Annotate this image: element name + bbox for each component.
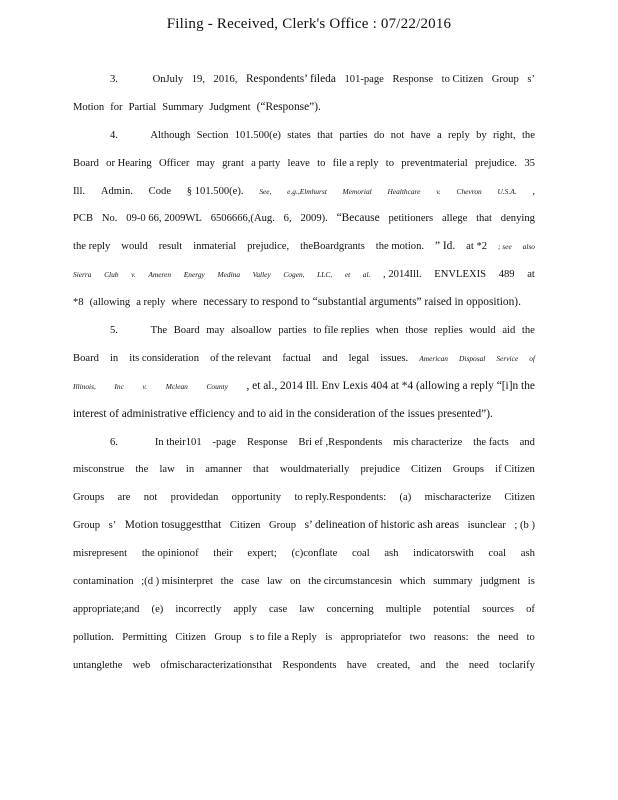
text-line bbox=[73, 429, 535, 457]
text-line bbox=[73, 540, 535, 568]
text-word: s’ delineation of historic ash areas bbox=[304, 519, 460, 532]
text-word: 6, bbox=[283, 213, 292, 225]
text-word: and bbox=[322, 352, 338, 364]
text-word: Officer bbox=[158, 157, 190, 169]
text-word: Cogen, bbox=[283, 270, 305, 280]
text-word: , 2014Ill. bbox=[383, 269, 422, 281]
text-word: Motion tosuggestthat bbox=[124, 519, 222, 532]
text-line bbox=[73, 456, 535, 484]
text-word: incorrectly bbox=[175, 603, 222, 615]
text-word: the motion. bbox=[375, 241, 425, 253]
text-word: would bbox=[121, 241, 148, 253]
paragraph-number: 6. bbox=[110, 436, 118, 448]
text-word: Ameren bbox=[148, 270, 172, 280]
text-word: ; (b ) bbox=[514, 520, 535, 532]
text-word: a bbox=[436, 129, 442, 141]
text-word: may bbox=[196, 157, 215, 169]
text-word: The bbox=[150, 325, 168, 337]
text-word: 489 bbox=[498, 269, 515, 281]
text-word: may bbox=[206, 325, 225, 337]
text-line bbox=[73, 373, 535, 401]
text-word: ash bbox=[384, 548, 399, 560]
text-word: preventmaterial bbox=[401, 157, 468, 169]
text-word: parties bbox=[278, 325, 307, 337]
text-line bbox=[73, 205, 535, 233]
text-word: in bbox=[185, 464, 195, 476]
text-word: Chevron bbox=[456, 186, 482, 196]
text-word: Valley bbox=[252, 270, 271, 280]
text-word: Response bbox=[246, 436, 288, 448]
text-word: for bbox=[110, 101, 123, 113]
text-word: to bbox=[317, 157, 326, 169]
text-word: Board bbox=[73, 352, 99, 364]
text-word: ofmischaracterizationsthat bbox=[160, 659, 273, 671]
text-word: the circumstancesin bbox=[308, 576, 392, 588]
text-word: “Because bbox=[336, 212, 380, 225]
text-word: ” Id. bbox=[434, 240, 456, 253]
text-word: is bbox=[527, 576, 535, 588]
text-word: (e) bbox=[151, 603, 164, 615]
text-word: law bbox=[267, 576, 283, 588]
text-line bbox=[73, 289, 535, 317]
text-word: sources bbox=[482, 603, 515, 615]
text-word: (allowing bbox=[89, 297, 131, 309]
text-word: appropriatefor bbox=[340, 631, 402, 643]
text-word: law bbox=[299, 603, 315, 615]
text-word: web bbox=[132, 659, 151, 671]
text-word: issues. bbox=[380, 352, 409, 364]
text-word: Group bbox=[73, 520, 101, 532]
text-word: factual bbox=[282, 352, 312, 364]
text-word: Healthcare bbox=[387, 186, 421, 196]
text-word: Section bbox=[196, 129, 229, 141]
text-word: Group bbox=[491, 74, 519, 85]
text-word: alsoallow bbox=[231, 325, 272, 337]
text-word: allege bbox=[441, 213, 468, 225]
text-word: grant bbox=[222, 157, 244, 169]
text-word: to reply.Respondents: bbox=[294, 492, 387, 504]
text-word: Admin. bbox=[100, 185, 133, 197]
text-word: coal bbox=[488, 548, 507, 560]
text-word: interest of administrative efficiency and to aid in the consideration of the issues presented”). bbox=[73, 407, 493, 420]
text-word: Ill. bbox=[73, 185, 86, 197]
text-word: misconstrue bbox=[73, 464, 125, 476]
text-word: s to file a Reply bbox=[249, 631, 317, 643]
text-word: potential bbox=[433, 603, 471, 615]
text-word: Energy bbox=[183, 270, 205, 280]
text-word: not bbox=[390, 129, 405, 141]
text-word: result bbox=[158, 241, 183, 253]
text-word: , et al., 2014 Ill. Env Lexis 404 at *4 (allowing a reply “[i]n the bbox=[246, 379, 535, 392]
text-word: ash bbox=[520, 548, 535, 560]
text-word: e.g.,Elmhurst bbox=[287, 186, 327, 196]
text-word: have bbox=[410, 129, 431, 141]
text-word: where bbox=[171, 297, 198, 309]
text-word: at bbox=[527, 269, 535, 281]
text-word: to bbox=[385, 157, 395, 169]
text-word: coal bbox=[352, 548, 370, 560]
text-word: judgment bbox=[480, 576, 521, 588]
text-word: case bbox=[241, 576, 260, 588]
text-word: on bbox=[289, 576, 301, 588]
text-word: by bbox=[476, 129, 487, 141]
text-word: 101.500(e) bbox=[234, 129, 281, 141]
text-word: that bbox=[317, 129, 333, 141]
text-word: that bbox=[252, 464, 269, 476]
text-word: mischaracterize bbox=[424, 492, 492, 504]
text-word: v. bbox=[131, 270, 136, 280]
text-word: leave bbox=[287, 157, 310, 169]
text-word: In their101 bbox=[154, 436, 202, 448]
text-word: Citizen bbox=[229, 520, 261, 532]
text-line bbox=[73, 345, 535, 373]
text-word: American bbox=[419, 353, 448, 363]
text-word: inmaterial bbox=[193, 241, 237, 253]
text-word: multiple bbox=[385, 603, 422, 615]
text-word: Sierra bbox=[73, 270, 92, 280]
text-word: two bbox=[409, 631, 426, 643]
text-word: need bbox=[498, 631, 519, 643]
text-word: No. bbox=[101, 213, 118, 225]
text-word: summary bbox=[433, 576, 473, 588]
text-word: which bbox=[399, 576, 426, 588]
text-word: a party bbox=[251, 157, 281, 169]
text-word: v. bbox=[142, 381, 148, 391]
text-word: wouldmaterially bbox=[279, 464, 350, 476]
text-word: Motion bbox=[73, 101, 105, 113]
filing-header: Filing - Received, Clerk's Office : 07/22/2016 bbox=[166, 16, 452, 32]
text-word: v. bbox=[436, 186, 441, 196]
text-word: is bbox=[325, 631, 333, 643]
text-word: Disposal bbox=[459, 353, 486, 363]
text-word: , bbox=[532, 185, 535, 197]
text-word: PCB bbox=[73, 213, 94, 225]
text-word: isunclear bbox=[467, 520, 506, 532]
text-word: Mclean bbox=[165, 381, 188, 391]
text-word: Groups bbox=[452, 464, 484, 476]
text-word: Respondents’ fileda bbox=[245, 73, 336, 85]
text-word: al. bbox=[362, 270, 371, 280]
text-word: contamination bbox=[73, 576, 134, 588]
document-body bbox=[73, 66, 535, 680]
text-word: created, bbox=[376, 659, 411, 671]
text-word: replies bbox=[434, 325, 463, 337]
text-word: ENVLEXIS bbox=[434, 269, 487, 281]
text-word: concerning bbox=[326, 603, 374, 615]
text-word: parties bbox=[339, 129, 368, 141]
text-word: the bbox=[521, 325, 535, 337]
text-word: necessary to respond to “substantial arguments” raised in opposition). bbox=[203, 296, 521, 309]
paragraph-number: 5. bbox=[110, 325, 118, 337]
text-word: opportunity bbox=[231, 492, 282, 504]
text-word: have bbox=[346, 659, 367, 671]
text-word: et bbox=[344, 270, 351, 280]
text-word: prejudice, bbox=[247, 241, 290, 253]
text-word: at *2 bbox=[466, 241, 488, 253]
text-word: the bbox=[135, 464, 149, 476]
text-word: Medina bbox=[217, 270, 241, 280]
text-word: (c)conflate bbox=[291, 548, 338, 560]
text-word: that bbox=[476, 213, 492, 225]
text-word: Illinois, bbox=[73, 381, 96, 391]
text-line bbox=[73, 652, 535, 680]
text-word: a reply bbox=[136, 297, 166, 309]
text-word: their bbox=[213, 548, 233, 560]
text-word: prejudice. bbox=[475, 157, 518, 169]
text-word: the facts bbox=[473, 436, 509, 448]
text-word: reasons: bbox=[433, 631, 469, 643]
text-word: reply bbox=[447, 129, 470, 141]
text-word: Response bbox=[392, 74, 434, 85]
text-word: to Citizen bbox=[441, 74, 484, 85]
text-word: s’ bbox=[108, 520, 117, 532]
text-word: would bbox=[469, 325, 496, 337]
text-word: Partial bbox=[128, 101, 157, 113]
text-word: mis characterize bbox=[393, 436, 463, 448]
text-line bbox=[73, 233, 535, 261]
text-word: Code bbox=[148, 185, 172, 197]
text-word: denying bbox=[500, 213, 535, 225]
text-word: indicatorswith bbox=[413, 548, 474, 560]
text-word: Citizen bbox=[175, 631, 206, 643]
text-word: of bbox=[526, 603, 535, 615]
text-word: *8 bbox=[73, 297, 84, 309]
text-word: its consideration bbox=[129, 352, 199, 364]
text-word: Inc bbox=[114, 381, 124, 391]
paragraph-number: 4. bbox=[110, 129, 118, 141]
text-word: U.S.A. bbox=[497, 186, 517, 196]
text-word: Summary bbox=[162, 101, 204, 113]
text-word: (“Response”). bbox=[256, 100, 321, 113]
text-word: Judgment bbox=[209, 101, 251, 113]
text-word: 19, bbox=[191, 74, 205, 85]
text-word: of bbox=[529, 353, 535, 363]
text-word: prejudice bbox=[360, 464, 400, 476]
text-line bbox=[73, 317, 535, 345]
text-word: the bbox=[445, 659, 459, 671]
text-word: in bbox=[109, 352, 119, 364]
text-word: Bri ef ,Respondents bbox=[298, 436, 383, 448]
text-word: also bbox=[522, 242, 535, 252]
text-word: if Citizen bbox=[495, 464, 535, 476]
text-word: Respondents bbox=[282, 659, 337, 671]
text-word: 2009). bbox=[300, 213, 328, 225]
text-word: Citizen bbox=[504, 492, 535, 504]
text-word: 6506666,(Aug. bbox=[210, 213, 275, 225]
text-word: Club bbox=[104, 270, 119, 280]
text-word: or Hearing bbox=[106, 157, 152, 169]
text-word: 2016, bbox=[213, 74, 238, 85]
text-word: providedan bbox=[170, 492, 219, 504]
text-word: appropriate;and bbox=[73, 603, 140, 615]
text-word: apply bbox=[233, 603, 257, 615]
text-word: LLC, bbox=[317, 270, 333, 280]
text-word: Board bbox=[73, 157, 99, 169]
text-word: See, bbox=[259, 186, 272, 196]
text-word: and bbox=[519, 436, 535, 448]
text-word: to file replies bbox=[313, 325, 370, 337]
text-word: law bbox=[159, 464, 175, 476]
text-word: right, bbox=[492, 129, 516, 141]
text-word: 09-0 66, 2009WL bbox=[126, 213, 202, 225]
text-word: Board bbox=[173, 325, 200, 337]
text-line bbox=[73, 512, 535, 540]
text-line bbox=[73, 568, 535, 596]
text-word: s’ bbox=[527, 74, 535, 85]
text-word: need bbox=[468, 659, 489, 671]
text-word: Permitting bbox=[122, 631, 167, 643]
text-line bbox=[73, 596, 535, 624]
text-word: the bbox=[521, 129, 535, 141]
text-word: Group bbox=[214, 631, 242, 643]
text-line bbox=[73, 261, 535, 289]
text-word: and bbox=[420, 659, 436, 671]
text-word: states bbox=[287, 129, 311, 141]
text-word: ;(d ) misinterpret bbox=[141, 576, 214, 588]
text-word: Group bbox=[268, 520, 297, 532]
text-line bbox=[73, 66, 535, 94]
text-word: the bbox=[220, 576, 234, 588]
text-word: when bbox=[375, 325, 399, 337]
text-word: legal bbox=[348, 352, 370, 364]
text-word: pollution. bbox=[73, 631, 114, 643]
text-word: 101-page bbox=[344, 74, 384, 85]
text-word: Citizen bbox=[411, 464, 442, 476]
text-word: do bbox=[373, 129, 385, 141]
text-word: the opinionof bbox=[141, 548, 199, 560]
text-word: to bbox=[526, 631, 535, 643]
text-word: OnJuly bbox=[152, 74, 184, 85]
text-word: not bbox=[143, 492, 158, 504]
text-line bbox=[73, 150, 535, 178]
text-word: (a) bbox=[399, 492, 412, 504]
text-word: of the relevant bbox=[210, 352, 272, 364]
text-line bbox=[73, 178, 535, 206]
text-word: the bbox=[476, 631, 490, 643]
text-word: file a reply bbox=[332, 157, 379, 169]
text-word: amanner bbox=[205, 464, 242, 476]
text-line bbox=[73, 624, 535, 652]
text-word: expert; bbox=[247, 548, 277, 560]
text-word: misrepresent bbox=[73, 548, 128, 560]
text-word: untanglethe bbox=[73, 659, 123, 671]
text-word: -page bbox=[212, 436, 237, 448]
text-word: ; see bbox=[497, 242, 512, 252]
text-word: County bbox=[206, 381, 228, 391]
text-word: 35 bbox=[524, 157, 535, 169]
text-line bbox=[73, 94, 535, 122]
text-line bbox=[73, 401, 535, 429]
text-word: those bbox=[405, 325, 428, 337]
text-word: Groups bbox=[73, 492, 105, 504]
text-word: are bbox=[117, 492, 131, 504]
text-word: aid bbox=[502, 325, 516, 337]
text-word: Although bbox=[150, 129, 191, 141]
text-line bbox=[73, 122, 535, 150]
text-word: theBoardgrants bbox=[300, 241, 365, 253]
text-word: toclarify bbox=[499, 659, 535, 671]
text-word: Service bbox=[496, 353, 519, 363]
text-word: the reply bbox=[73, 241, 111, 253]
text-line bbox=[73, 484, 535, 512]
paragraph-number: 3. bbox=[110, 74, 118, 85]
text-word: petitioners bbox=[388, 213, 434, 225]
text-word: Memorial bbox=[342, 186, 372, 196]
text-word: case bbox=[268, 603, 288, 615]
text-word: § 101.500(e). bbox=[186, 185, 244, 197]
